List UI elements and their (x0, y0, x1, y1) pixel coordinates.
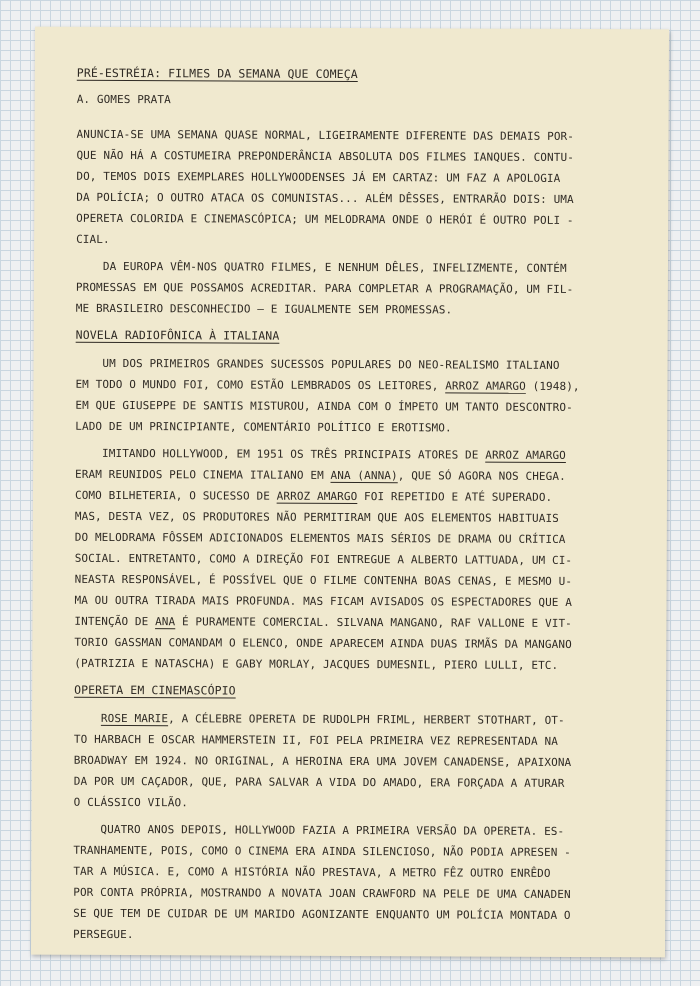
text-line (74, 771, 642, 794)
text-segment: POR CONTA PRÓPRIA, MOSTRANDO A NOVATA JOAN CRAWFORD NA PELE DE UMA CANADEN (73, 885, 571, 901)
text-line (73, 819, 641, 842)
text-segment: TO HARBACH E OSCAR HAMMERSTEIN II, FOI PELA PRIMEIRA VEZ REPRESENTADA NA (73, 732, 558, 748)
film-title: ARROZ AMARGO (276, 489, 358, 504)
paragraph (74, 708, 642, 815)
text-segment: IMITANDO HOLLYWOOD, EM 1951 OS TRÊS PRINCIPAIS ATORES DE (75, 446, 486, 462)
text-line (74, 611, 642, 634)
text-line (73, 882, 641, 905)
text-line (75, 548, 643, 571)
text-segment: COMO BILHETERIA, O SUCESSO DE (74, 488, 277, 503)
text-line: ME BRASILEIRO DESCONHECIDO — E IGUALMENTE SEM PROMESSAS. (75, 301, 453, 317)
text-segment: DO MELODRAMA FÔSSEM ADICIONADOS ELEMENTOS MAIS SÉRIOS DE DRAMA OU CRÍTICA (74, 530, 566, 546)
section-heading-opereta: OPERETA EM CINEMASCÓPIO (74, 682, 236, 698)
text-line (74, 792, 642, 815)
text-line (74, 708, 642, 731)
text-segment: LADO DE UM PRINCIPIANTE, COMENTÁRIO POLÍTICO E EROTISMO. (75, 419, 452, 435)
text-line: CIAL. (76, 232, 110, 246)
text-line (73, 924, 641, 947)
text-line: PROMESSAS EM QUE POSSAMOS ACREDITAR. PARA COMPLETAR A PROGRAMAÇÃO, UM FIL- (75, 280, 574, 296)
text-segment: É PURAMENTE COMERCIAL. SILVANA MANGANO, RAF VALLONE E VIT- (175, 615, 572, 630)
paragraph (74, 443, 643, 676)
text-segment: SOCIAL. ENTRETANTO, COMO A DIREÇÃO FOI ENTREGUE A ALBERTO LATTUADA, UM CI- (74, 551, 573, 567)
text-segment: FOI REPETIDO E ATÉ SUPERADO. (357, 490, 553, 504)
text-segment: NEASTA RESPONSÁVEL, É POSSÍVEL QUE O FILME CONTENHA BOAS CENAS, E MESMO U- (74, 572, 573, 588)
text-segment: QUATRO ANOS DEPOIS, HOLLYWOOD FAZIA A PRIMEIRA VERSÃO DA OPERETA. ES- (73, 822, 565, 838)
typewritten-page (31, 27, 669, 958)
text-segment: , A CÉLEBRE OPERETA DE RUDOLPH FRIML, HERBERT STOTHART, OT- (168, 712, 565, 727)
text-line (75, 416, 643, 439)
text-line (73, 903, 641, 926)
text-line (73, 840, 641, 863)
text-segment: , QUE SÓ AGORA NOS CHEGA. (397, 469, 566, 483)
text-segment: (PATRIZIA E NATASCHA) E GABY MORLAY, JACQUES DUMESNIL, PIERO LULLI, ETC. (74, 656, 559, 672)
text-line (75, 395, 643, 418)
text-line (76, 353, 644, 376)
paragraph (75, 353, 643, 439)
text-line (75, 569, 643, 592)
intro-text (76, 124, 645, 325)
text-segment: UM DOS PRIMEIROS GRANDES SUCESSOS POPULARES DO NEO-REALISMO ITALIANO (75, 356, 560, 372)
text-segment: PERSEGUE. (73, 927, 134, 942)
text-line: DA POLÍCIA; O OUTRO ATACA OS COMUNISTAS... ALÉM DÊSSES, ENTRARÃO DOIS: UMA (76, 190, 574, 206)
text-line: DO, TEMOS DOIS EXEMPLARES HOLLYWOODENSES JÁ EM CARTAZ: UM FAZ A APOLOGIA (76, 169, 561, 185)
text-segment: INTENÇÃO DE (74, 614, 156, 629)
text-line: DA EUROPA VÊM-NOS QUATRO FILMES, E NENHUM DÊLES, INFELIZMENTE, CONTÉM (75, 259, 567, 275)
text-segment: DA POR UM CAÇADOR, QUE, PARA SALVAR A VIDA DO AMADO, ERA FORÇADA A ATURAR (73, 774, 565, 790)
text-line (75, 506, 643, 529)
text-line: QUE NÃO HÁ A COSTUMEIRA PREPONDERÂNCIA ABSOLUTA DOS FILMES IANQUES. CONTU- (76, 148, 574, 164)
text-line (74, 632, 642, 655)
paragraph (76, 256, 644, 321)
text-segment: EM TODO O MUNDO FOI, COMO ESTÃO LEMBRADOS OS LEITORES, (75, 377, 446, 393)
film-title: ARROZ AMARGO (485, 448, 566, 462)
text-segment: EM QUE GIUSEPPE DE SANTIS MISTUROU, AINDA COM O ÍMPETO UM TANTO DESCONTRO- (75, 398, 573, 414)
page-title: PRÉ-ESTRÉIA: FILMES DA SEMANA QUE COMEÇA (76, 65, 358, 82)
text-segment: MA OU OUTRA TIRADA MAIS PROFUNDA. MAS FICAM AVISADOS OS ESPECTADORES QUE A (74, 593, 573, 609)
text-segment: O CLÁSSICO VILÃO. (73, 795, 188, 810)
text-segment: (1948), (525, 379, 580, 394)
section-body-novela (74, 353, 643, 680)
paragraph (73, 819, 642, 947)
section-body-opereta (73, 708, 642, 951)
text-line: OPERETA COLORIDA E CINEMASCÓPICA; UM MELODRAMA ONDE O HERÓI É OUTRO POLI - (76, 211, 574, 227)
author-name: A. GOMES PRATA (76, 92, 171, 107)
film-title: ANA (ANNA) (330, 468, 398, 483)
text-segment: SE QUE TEM DE CUIDAR DE UM MARIDO AGONIZANTE ENQUANTO UM POLÍCIA MONTADA O (73, 906, 571, 922)
text-segment: MAS, DESTA VEZ, OS PRODUTORES NÃO PERMITIRAM QUE AOS ELEMENTOS HABITUAIS (74, 509, 559, 525)
film-title: ROSE MARIE (100, 711, 169, 726)
text-line (74, 750, 642, 773)
text-line (75, 374, 643, 397)
text-line (75, 464, 643, 487)
text-line (74, 653, 642, 676)
paragraph (76, 124, 645, 252)
film-title: ARROZ AMARGO (445, 379, 526, 393)
text-segment: BROADWAY EM 1924. NO ORIGINAL, A HEROINA ERA UMA JOVEM CANADENSE, APAIXONA (73, 753, 572, 769)
text-segment: ERAM REUNIDOS PELO CINEMA ITALIANO EM (75, 467, 331, 482)
text-line (75, 527, 643, 550)
text-line (73, 861, 641, 884)
film-title: ANA (155, 615, 176, 629)
text-segment: TRANHAMENTE, POIS, COMO O CINEMA ERA AINDA SILENCIOSO, NÃO PODIA APRESEN - (73, 843, 571, 859)
text-segment: TAR A MÚSICA. E, COMO A HISTÓRIA NÃO PRESTAVA, A METRO FÊZ OUTRO ENRÊDO (73, 864, 551, 880)
text-line: ANUNCIA-SE UMA SEMANA QUASE NORMAL, LIGEIRAMENTE DIFERENTE DAS DEMAIS POR- (76, 127, 575, 143)
text-segment (74, 712, 101, 725)
text-segment: TORIO GASSMAN COMANDAM O ELENCO, ONDE APARECEM AINDA DUAS IRMÃS DA MANGANO (74, 635, 572, 651)
text-line (75, 485, 643, 508)
text-line (74, 729, 642, 752)
section-heading-novela: NOVELA RADIOFÔNICA À ITALIANA (75, 327, 280, 343)
text-line (74, 590, 642, 613)
text-line (75, 443, 643, 466)
